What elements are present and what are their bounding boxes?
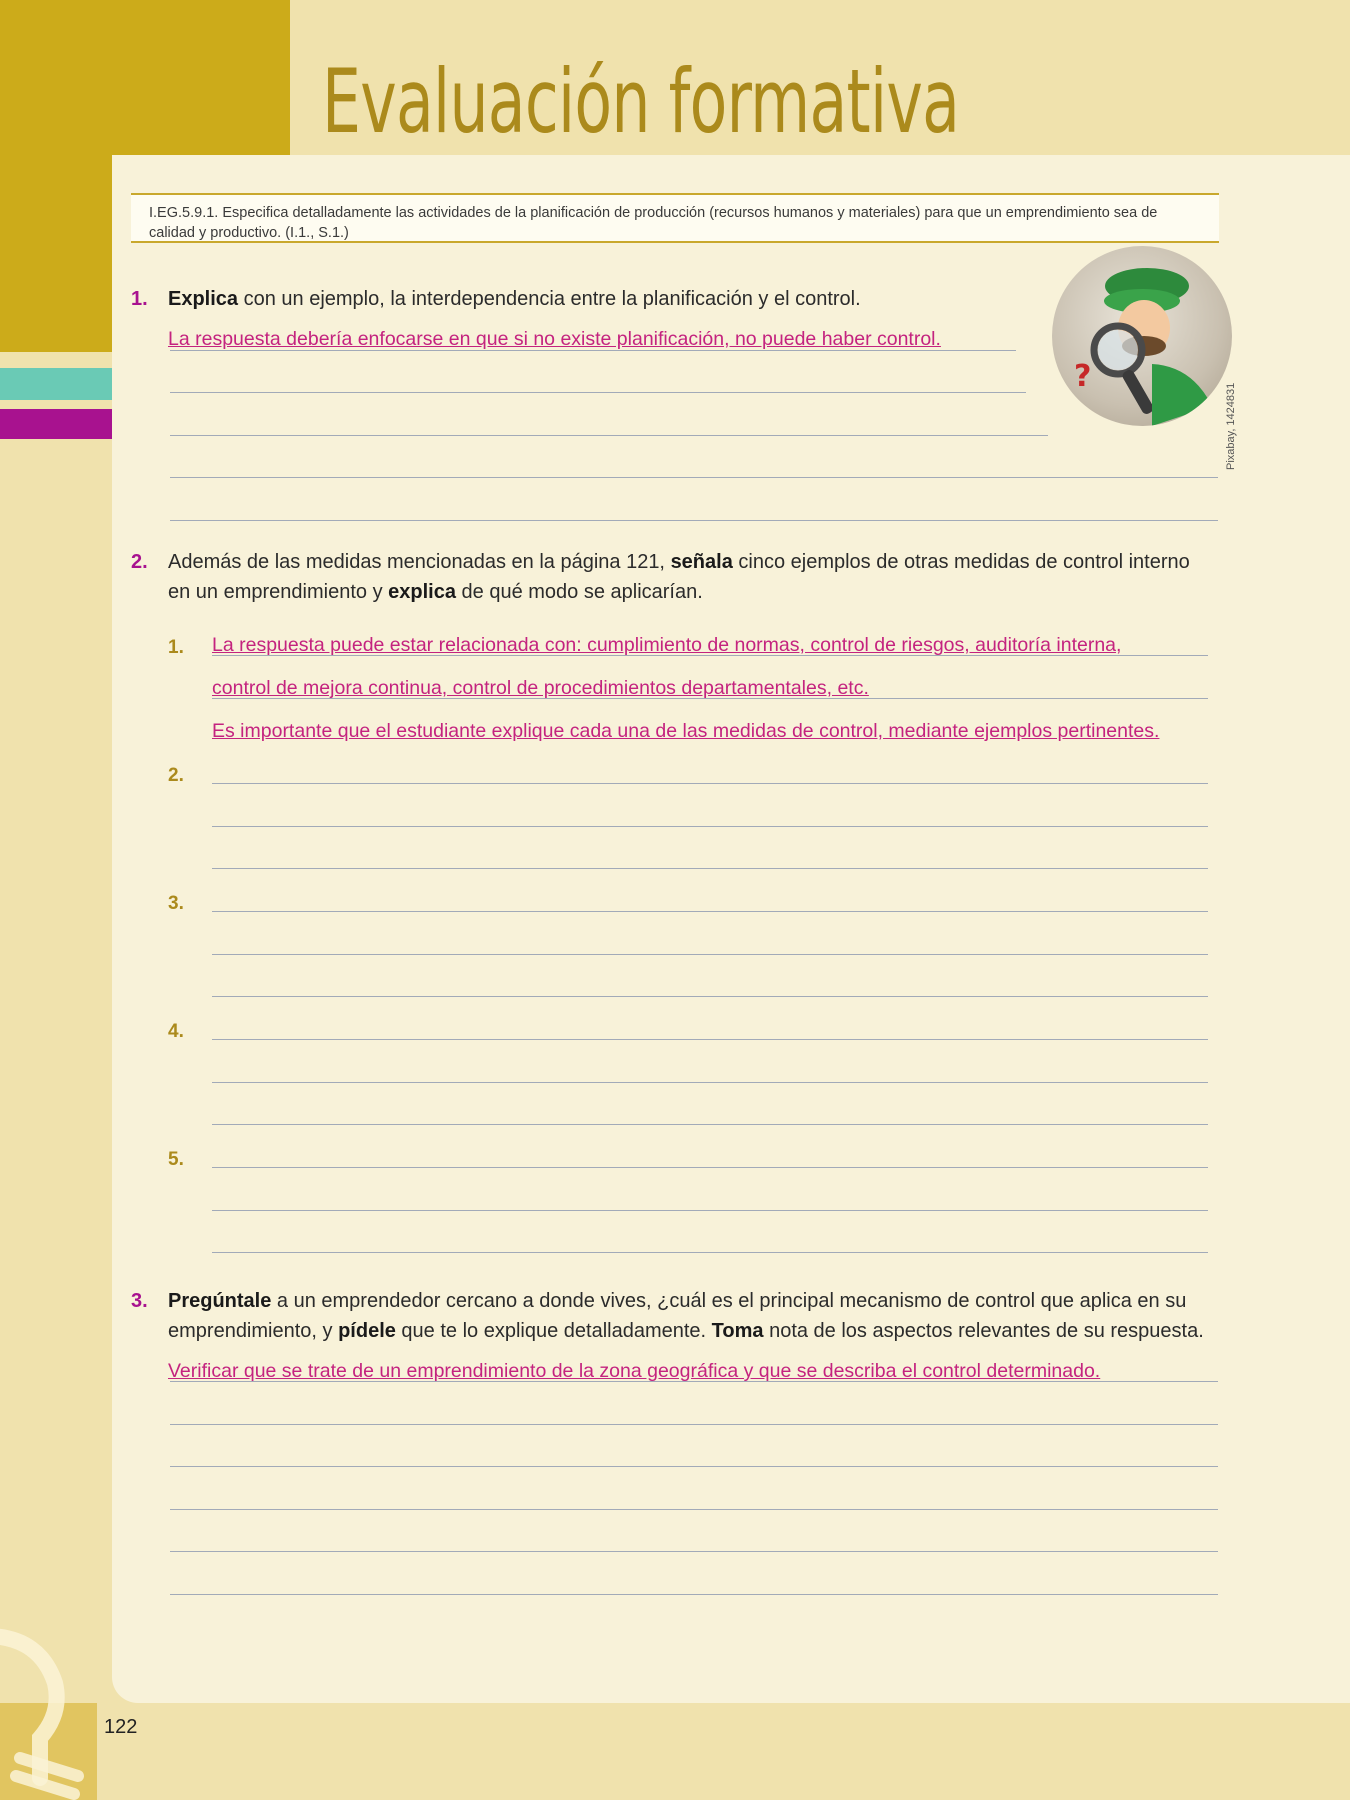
answer-line [170, 520, 1218, 521]
answer-line [212, 911, 1208, 912]
question-1-verb: Explica [168, 288, 239, 310]
answer-line [212, 868, 1208, 869]
subitem-5-number: 5. [168, 1149, 184, 1170]
subitem-1-number: 1. [168, 637, 184, 658]
magenta-stripe [0, 409, 112, 439]
question-2-verb-senala: señala [670, 551, 733, 573]
answer-line [212, 1082, 1208, 1083]
svg-text:?: ? [1074, 359, 1092, 394]
question-2-line1-post: cinco ejemplos de otras medidas de control interno [732, 551, 1190, 573]
detective-illustration [1052, 246, 1232, 426]
page-title: Evaluación formativa [322, 50, 960, 153]
question-2-line1-pre: Además de las medidas mencionadas en la página 121, [168, 551, 671, 573]
question-2-number: 2. [131, 551, 148, 573]
page-number: 122 [104, 1716, 138, 1738]
subitem-4-number: 4. [168, 1021, 184, 1042]
question-3-text-4: nota de los aspectos relevantes de su respuesta. [763, 1320, 1204, 1342]
question-3-verb-pidele: pídele [338, 1320, 396, 1342]
question-3-text-1: a un emprendedor cercano a donde vives, ¿cuál es el principal mecanismo de control que aplica en su [271, 1290, 1187, 1312]
answer-line [170, 1466, 1218, 1467]
answer-line [170, 1594, 1218, 1595]
answer-line [212, 1252, 1208, 1253]
question-3-text-3: que te lo explique detalladamente. [395, 1320, 712, 1342]
evaluation-indicator: I.EG.5.9.1. Especifica detalladamente las actividades de la planificación de producción (recursos humanos y materiales) para que un emprendimiento sea de calidad y productivo. (I.1., S.1.) [131, 193, 1219, 243]
question-2-verb-explica: explica [388, 581, 456, 603]
question-2-answer-line2: control de mejora continua, control de procedimientos departamentales, etc. [212, 677, 869, 699]
question-3-answer: Verificar que se trate de un emprendimiento de la zona geográfica y que se describa el control determinado. [168, 1360, 1101, 1382]
answer-line [212, 996, 1208, 997]
question-2-answer-line3: Es importante que el estudiante explique cada una de las medidas de control, mediante ejemplos pertinentes. [212, 720, 1160, 742]
answer-line [170, 435, 1048, 436]
answer-line [212, 1210, 1208, 1211]
answer-line [170, 1509, 1218, 1510]
question-1-number: 1. [131, 288, 148, 310]
question-2-line2-pre: en un emprendimiento y [168, 581, 389, 603]
answer-line [170, 1424, 1218, 1425]
answer-line [170, 392, 1026, 393]
teal-stripe [0, 368, 112, 400]
question-3-verb-toma: Toma [711, 1320, 764, 1342]
answer-line [170, 477, 1218, 478]
answer-line [212, 1039, 1208, 1040]
question-3-number: 3. [131, 1290, 148, 1312]
answer-line [212, 826, 1208, 827]
question-2-text [168, 547, 1190, 607]
subitem-3-number: 3. [168, 893, 184, 914]
answer-line [170, 1381, 1218, 1382]
lightbulb-icon [0, 1628, 100, 1800]
answer-line [212, 655, 1208, 656]
question-1-text [168, 284, 861, 314]
answer-line [212, 1167, 1208, 1168]
answer-line [212, 698, 1208, 699]
question-3-text-2: emprendimiento, y [168, 1320, 339, 1342]
answer-line [212, 1124, 1208, 1125]
answer-line [212, 783, 1208, 784]
question-2-answer-line1: La respuesta puede estar relacionada con: cumplimiento de normas, control de riesgos, auditoría interna, [212, 634, 1122, 656]
question-1-answer: La respuesta debería enfocarse en que si no existe planificación, no puede haber control. [168, 328, 941, 350]
magnifying-glass-icon [1052, 246, 1232, 426]
question-2-line2-post: de qué modo se aplicarían. [455, 581, 703, 603]
answer-line [170, 1551, 1218, 1552]
answer-line [170, 350, 1016, 351]
image-credit: Pixabay, 1424831 [1225, 382, 1237, 470]
answer-line [212, 954, 1208, 955]
question-3-verb-preguntale: Pregúntale [168, 1290, 272, 1312]
question-1-rest: con un ejemplo, la interdependencia entre la planificación y el control. [238, 288, 861, 310]
question-3-text [168, 1286, 1204, 1346]
subitem-2-number: 2. [168, 765, 184, 786]
